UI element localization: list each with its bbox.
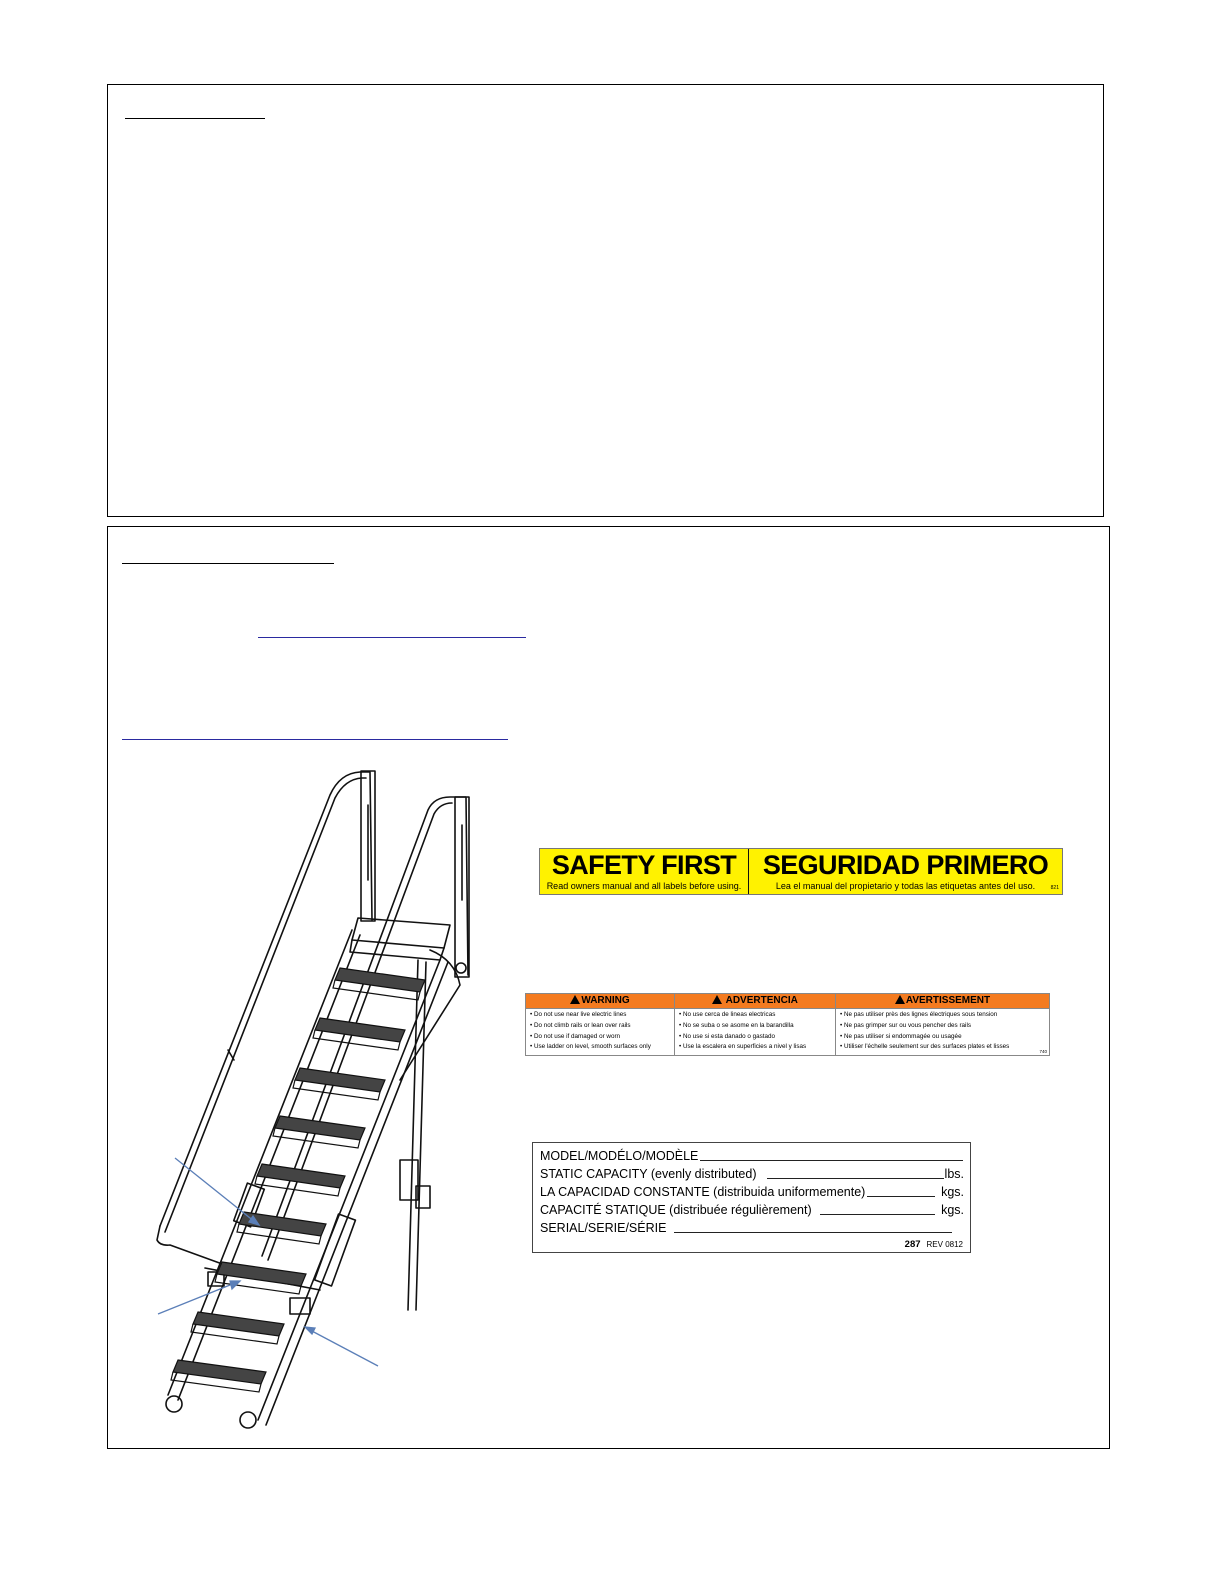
- model-row: [540, 1146, 964, 1164]
- warning-header: [526, 994, 674, 1009]
- warning-title: WARNING: [581, 995, 630, 1006]
- avertissement-header: [836, 994, 1049, 1009]
- safety-first-label: [539, 848, 1063, 895]
- advertencia-item: • No se suba o se asome en la barandilla: [679, 1021, 794, 1029]
- seguridad-primero-title: SEGURIDAD PRIMERO: [762, 850, 1049, 880]
- static-capacity-label: STATIC CAPACITY (evenly distributed): [540, 1167, 757, 1181]
- advertencia-item: • Use la escalera en superficies a nivel y lisas: [679, 1043, 807, 1051]
- safety-first-spanish: [749, 849, 1062, 894]
- fill-in-line: [867, 1183, 935, 1197]
- capacite-statique-label: CAPACITÉ STATIQUE (distribuée régulièrement): [540, 1203, 812, 1217]
- rolling-ladder-illustration: [140, 765, 520, 1437]
- avertissement-item: • Ne pas utiliser si endommagée ou usagée: [840, 1032, 962, 1040]
- top-section-box: [107, 84, 1104, 517]
- warning-label-code: 740: [1039, 1049, 1047, 1054]
- static-capacity-unit: lbs.: [944, 1167, 964, 1181]
- link-underline-1[interactable]: [258, 637, 526, 638]
- safety-first-title: SAFETY FIRST: [551, 850, 737, 880]
- warning-triangle-icon: [895, 995, 905, 1004]
- avertissement-item: • Utiliser l'échelle seulement sur des surfaces plates et lisses: [840, 1043, 1010, 1051]
- warning-triangle-icon: [712, 995, 722, 1004]
- warning-triangle-icon: [570, 995, 580, 1004]
- warning-item: • Do not use near live electric lines: [530, 1011, 627, 1018]
- warning-column-spanish: [675, 994, 836, 1055]
- safety-first-subtitle: Read owners manual and all labels before using.: [546, 881, 742, 891]
- serial-label: SERIAL/SERIE/SÉRIE: [540, 1221, 667, 1235]
- capacite-statique-row: [540, 1200, 964, 1218]
- model-capacity-label: [532, 1142, 971, 1253]
- advertencia-title: ADVERTENCIA: [725, 995, 798, 1006]
- advertencia-item: • No use si esta danado o gastado: [679, 1032, 776, 1040]
- capacidad-constante-unit: kgs.: [941, 1185, 964, 1199]
- link-underline-2[interactable]: [122, 739, 508, 740]
- avertissement-title: AVERTISSEMENT: [905, 995, 991, 1006]
- bottom-section-heading-underline: [122, 563, 334, 564]
- capacidad-constante-row: [540, 1182, 964, 1200]
- warning-item: • Do not climb rails or lean over rails: [530, 1021, 631, 1029]
- warning-label: [525, 993, 1050, 1056]
- safety-label-code: 821: [1050, 885, 1059, 891]
- avertissement-list: [836, 1009, 1049, 1053]
- fill-in-line: [820, 1201, 935, 1215]
- advertencia-item: • No use cerca de lineas electricas: [679, 1011, 776, 1018]
- fill-in-line: [700, 1147, 963, 1161]
- capacite-statique-unit: kgs.: [941, 1203, 964, 1217]
- safety-first-english: [540, 849, 749, 894]
- avertissement-item: • Ne pas utiliser près des lignes électriques sous tension: [840, 1011, 998, 1018]
- warning-column-french: [836, 994, 1049, 1055]
- top-section-heading-underline: [125, 118, 265, 119]
- warning-column-english: [526, 994, 675, 1055]
- model-label-code: 287: [904, 1239, 921, 1250]
- advertencia-list: [675, 1009, 835, 1053]
- static-capacity-row: [540, 1164, 964, 1182]
- model-label-footer: [905, 1240, 963, 1249]
- model-row-label: MODEL/MODÉLO/MODÈLE: [540, 1149, 699, 1163]
- warning-list: [526, 1009, 674, 1053]
- seguridad-primero-subtitle: Lea el manual del propietario y todas las etiquetas antes del uso.: [775, 881, 1036, 891]
- capacidad-constante-label: LA CAPACIDAD CONSTANTE (distribuida uniformemente): [540, 1185, 866, 1199]
- warning-item: • Do not use if damaged or worn: [530, 1032, 621, 1040]
- avertissement-item: • Ne pas grimper sur ou vous pencher des rails: [840, 1021, 972, 1029]
- fill-in-line: [674, 1219, 952, 1233]
- serial-row: [540, 1218, 964, 1236]
- model-label-rev: REV 0812: [926, 1240, 963, 1249]
- advertencia-header: [675, 994, 835, 1009]
- warning-item: • Use ladder on level, smooth surfaces only: [530, 1043, 651, 1051]
- fill-in-line: [767, 1165, 944, 1179]
